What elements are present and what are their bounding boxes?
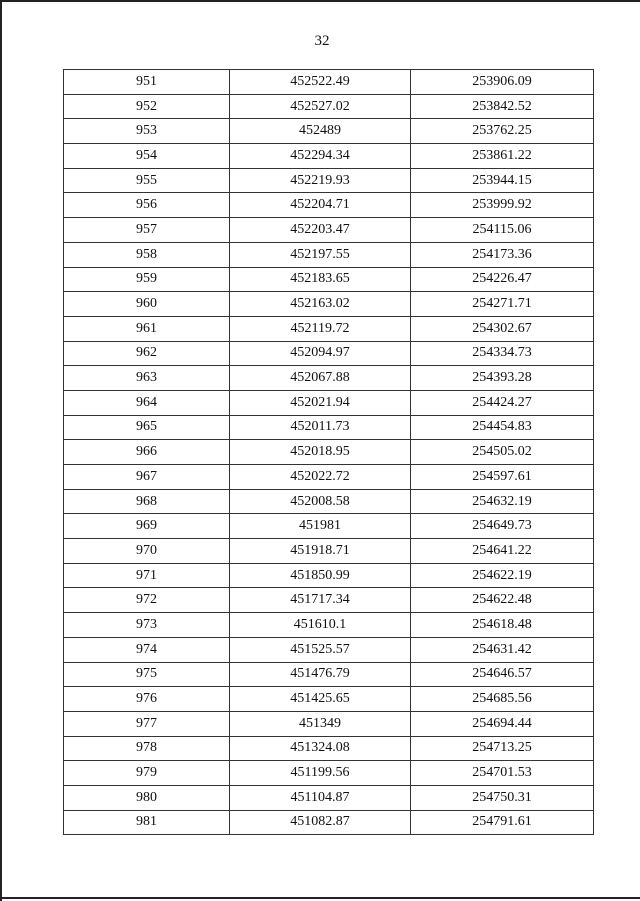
y-coordinate-cell: 254334.73 [411,341,594,366]
y-coordinate-cell: 254713.25 [411,736,594,761]
table-row [64,415,594,440]
point-number-cell: 970 [64,539,230,564]
table-row [64,736,594,761]
y-coordinate-cell: 254505.02 [411,440,594,465]
bottom-rule [2,897,640,899]
y-coordinate-cell: 254632.19 [411,489,594,514]
x-coordinate-cell: 452489 [230,119,411,144]
table-row [64,267,594,292]
y-coordinate-cell: 254618.48 [411,613,594,638]
point-number-cell: 972 [64,588,230,613]
x-coordinate-cell: 451525.57 [230,637,411,662]
x-coordinate-cell: 451324.08 [230,736,411,761]
point-number-cell: 979 [64,761,230,786]
y-coordinate-cell: 253842.52 [411,94,594,119]
x-coordinate-cell: 452011.73 [230,415,411,440]
y-coordinate-cell: 254791.61 [411,810,594,835]
table-row [64,242,594,267]
table-row [64,514,594,539]
y-coordinate-cell: 254597.61 [411,465,594,490]
table-row [64,687,594,712]
x-coordinate-cell: 452527.02 [230,94,411,119]
y-coordinate-cell: 254685.56 [411,687,594,712]
point-number-cell: 963 [64,366,230,391]
x-coordinate-cell: 452219.93 [230,168,411,193]
point-number-cell: 964 [64,390,230,415]
coordinate-table [63,69,594,835]
point-number-cell: 954 [64,144,230,169]
x-coordinate-cell: 452022.72 [230,465,411,490]
y-coordinate-cell: 254750.31 [411,785,594,810]
table-row [64,785,594,810]
y-coordinate-cell: 254701.53 [411,761,594,786]
y-coordinate-cell: 253944.15 [411,168,594,193]
table-row [64,390,594,415]
x-coordinate-cell: 451918.71 [230,539,411,564]
table-row [64,539,594,564]
point-number-cell: 961 [64,316,230,341]
x-coordinate-cell: 451349 [230,711,411,736]
x-coordinate-cell: 452197.55 [230,242,411,267]
y-coordinate-cell: 253999.92 [411,193,594,218]
point-number-cell: 966 [64,440,230,465]
x-coordinate-cell: 452204.71 [230,193,411,218]
y-coordinate-cell: 254173.36 [411,242,594,267]
table-row [64,193,594,218]
point-number-cell: 976 [64,687,230,712]
x-coordinate-cell: 451717.34 [230,588,411,613]
y-coordinate-cell: 254649.73 [411,514,594,539]
table-row [64,292,594,317]
point-number-cell: 974 [64,637,230,662]
x-coordinate-cell: 452119.72 [230,316,411,341]
y-coordinate-cell: 253762.25 [411,119,594,144]
point-number-cell: 951 [64,70,230,95]
y-coordinate-cell: 254393.28 [411,366,594,391]
table-row [64,94,594,119]
table-row [64,316,594,341]
x-coordinate-cell: 452163.02 [230,292,411,317]
y-coordinate-cell: 254641.22 [411,539,594,564]
x-coordinate-cell: 452183.65 [230,267,411,292]
point-number-cell: 965 [64,415,230,440]
y-coordinate-cell: 254646.57 [411,662,594,687]
table-row [64,144,594,169]
y-coordinate-cell: 254631.42 [411,637,594,662]
x-coordinate-cell: 451104.87 [230,785,411,810]
point-number-cell: 953 [64,119,230,144]
table-row [64,662,594,687]
point-number-cell: 955 [64,168,230,193]
point-number-cell: 969 [64,514,230,539]
point-number-cell: 968 [64,489,230,514]
table-row [64,563,594,588]
point-number-cell: 967 [64,465,230,490]
table-row [64,168,594,193]
coordinate-table-body [64,70,594,835]
point-number-cell: 971 [64,563,230,588]
point-number-cell: 957 [64,218,230,243]
point-number-cell: 959 [64,267,230,292]
point-number-cell: 958 [64,242,230,267]
table-row [64,711,594,736]
point-number-cell: 960 [64,292,230,317]
x-coordinate-cell: 451850.99 [230,563,411,588]
y-coordinate-cell: 254115.06 [411,218,594,243]
table-row [64,637,594,662]
table-row [64,366,594,391]
x-coordinate-cell: 451082.87 [230,810,411,835]
y-coordinate-cell: 254622.19 [411,563,594,588]
x-coordinate-cell: 451610.1 [230,613,411,638]
y-coordinate-cell: 253861.22 [411,144,594,169]
y-coordinate-cell: 254622.48 [411,588,594,613]
table-row [64,218,594,243]
y-coordinate-cell: 254424.27 [411,390,594,415]
x-coordinate-cell: 452094.97 [230,341,411,366]
x-coordinate-cell: 452018.95 [230,440,411,465]
point-number-cell: 973 [64,613,230,638]
point-number-cell: 962 [64,341,230,366]
y-coordinate-cell: 254271.71 [411,292,594,317]
table-row [64,489,594,514]
point-number-cell: 956 [64,193,230,218]
table-row [64,613,594,638]
x-coordinate-cell: 451199.56 [230,761,411,786]
y-coordinate-cell: 254694.44 [411,711,594,736]
table-row [64,341,594,366]
x-coordinate-cell: 452294.34 [230,144,411,169]
table-row [64,761,594,786]
table-row [64,119,594,144]
point-number-cell: 978 [64,736,230,761]
table-row [64,440,594,465]
point-number-cell: 981 [64,810,230,835]
table-row [64,465,594,490]
y-coordinate-cell: 254454.83 [411,415,594,440]
table-row [64,810,594,835]
y-coordinate-cell: 254302.67 [411,316,594,341]
y-coordinate-cell: 253906.09 [411,70,594,95]
x-coordinate-cell: 451981 [230,514,411,539]
table-row [64,588,594,613]
x-coordinate-cell: 452008.58 [230,489,411,514]
point-number-cell: 977 [64,711,230,736]
point-number-cell: 952 [64,94,230,119]
x-coordinate-cell: 452021.94 [230,390,411,415]
x-coordinate-cell: 452522.49 [230,70,411,95]
y-coordinate-cell: 254226.47 [411,267,594,292]
x-coordinate-cell: 451476.79 [230,662,411,687]
x-coordinate-cell: 451425.65 [230,687,411,712]
table-row [64,70,594,95]
page-number: 32 [314,33,330,49]
x-coordinate-cell: 452067.88 [230,366,411,391]
point-number-cell: 980 [64,785,230,810]
x-coordinate-cell: 452203.47 [230,218,411,243]
point-number-cell: 975 [64,662,230,687]
